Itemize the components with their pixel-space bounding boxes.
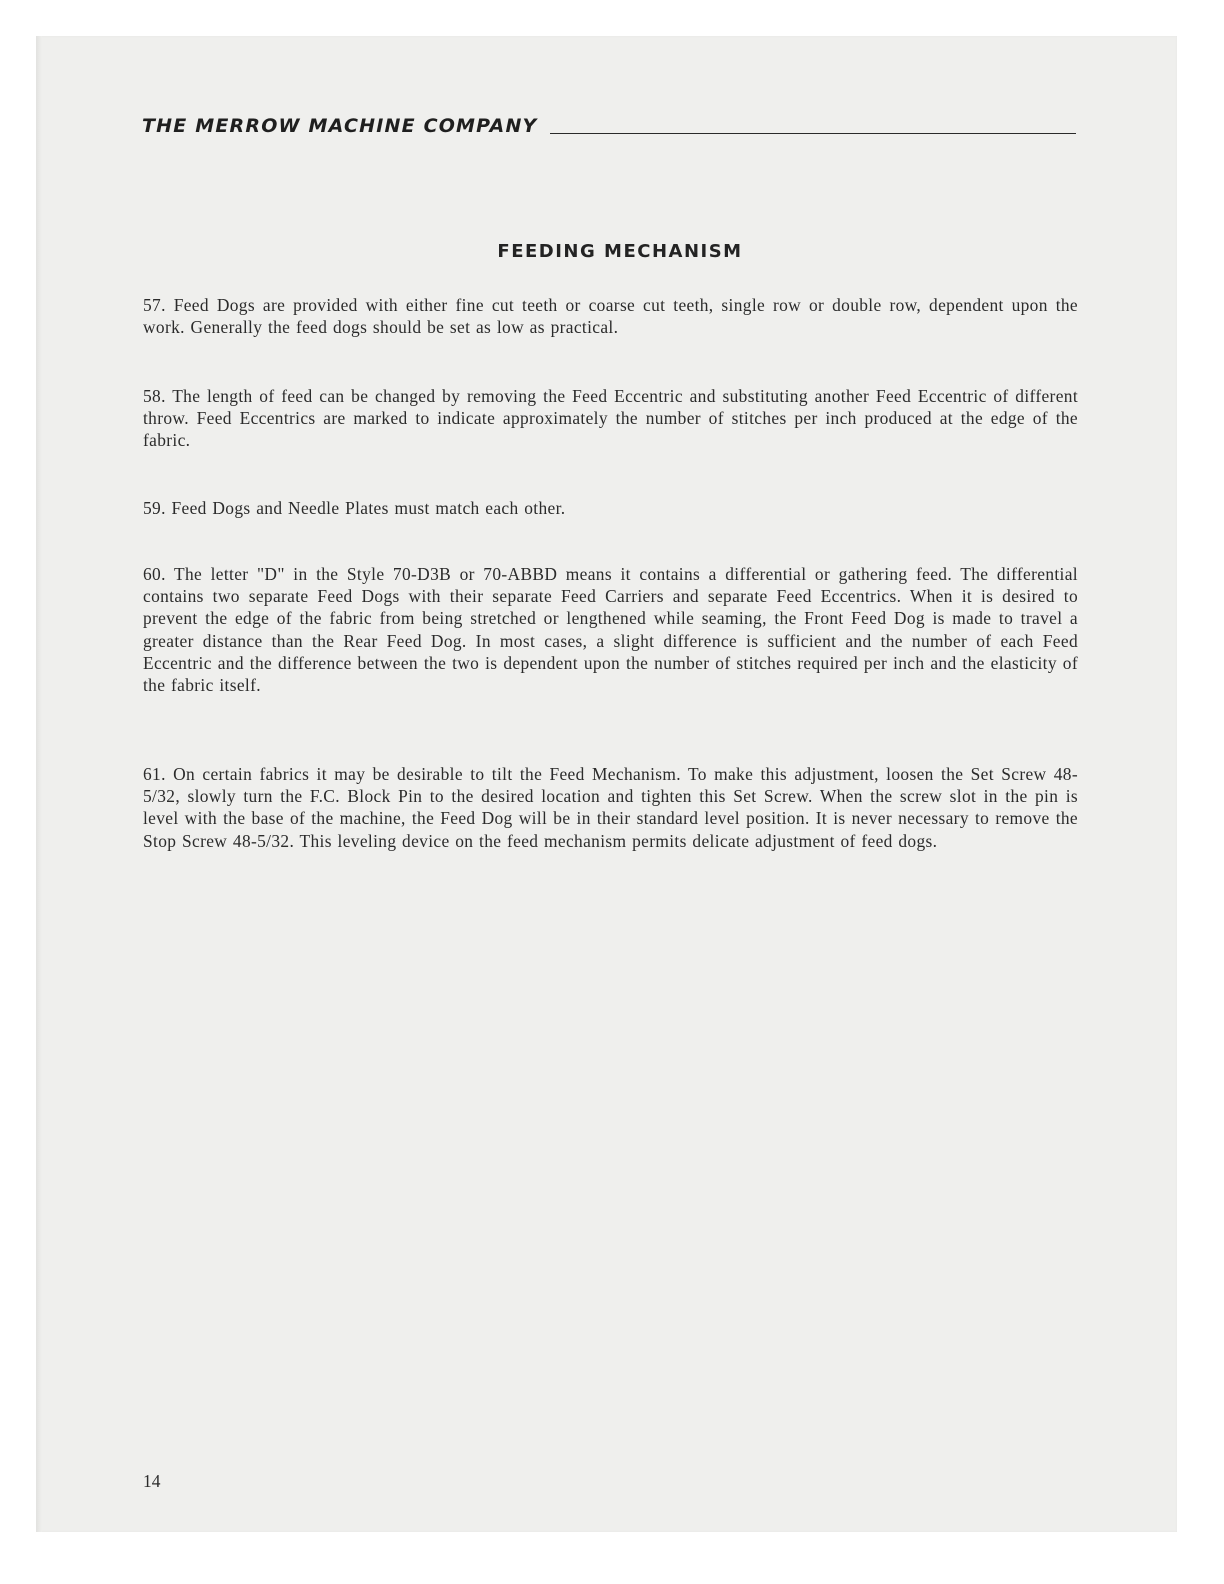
paragraph-59: 59. Feed Dogs and Needle Plates must match each other. bbox=[143, 498, 566, 518]
page-number: 14 bbox=[143, 1471, 161, 1491]
section-title: FEEDING MECHANISM bbox=[497, 241, 743, 262]
paragraph-61: 61. On certain fabrics it may be desirable to tilt the Feed Mechanism. To make this adjustment, loosen the Set Screw 48-5/32, slowly turn the F.C. Block Pin to the desired location and tighten this Set Screw. When the screw slot in the pin is level with the base of the machine, the Feed Dog will be in their standard level position. It is never necessary to remove the Stop Screw 48-5/32. This leveling device on the feed mechanism permits delicate adjustment of feed dogs. bbox=[143, 764, 1078, 851]
paragraph-57: 57. Feed Dogs are provided with either fine cut teeth or coarse cut teeth, single row or double row, dependent upon the work. Generally the feed dogs should be set as low as practical. bbox=[143, 295, 1078, 338]
paragraph-60: 60. The letter "D" in the Style 70-D3B or 70-ABBD means it contains a differential or gathering feed. The differential contains two separate Feed Dogs with their separate Feed Carriers and separate Feed Eccentrics. When it is desired to prevent the edge of the fabric from being stretched or lengthened while seaming, the Front Feed Dog is made to travel a greater distance than the Rear Feed Dog. In most cases, a slight difference is sufficient and the number of each Feed Eccentric and the difference between the two is dependent upon the number of stitches required per inch and the elasticity of the fabric itself. bbox=[143, 564, 1078, 696]
page-header bbox=[142, 112, 1076, 138]
company-name: THE MERROW MACHINE COMPANY bbox=[142, 115, 538, 137]
paragraph-58: 58. The length of feed can be changed by removing the Feed Eccentric and substituting another Feed Eccentric of different throw. Feed Eccentrics are marked to indicate approximately the number of stitches per inch produced at the edge of the fabric. bbox=[143, 386, 1078, 451]
header-rule bbox=[550, 133, 1076, 134]
